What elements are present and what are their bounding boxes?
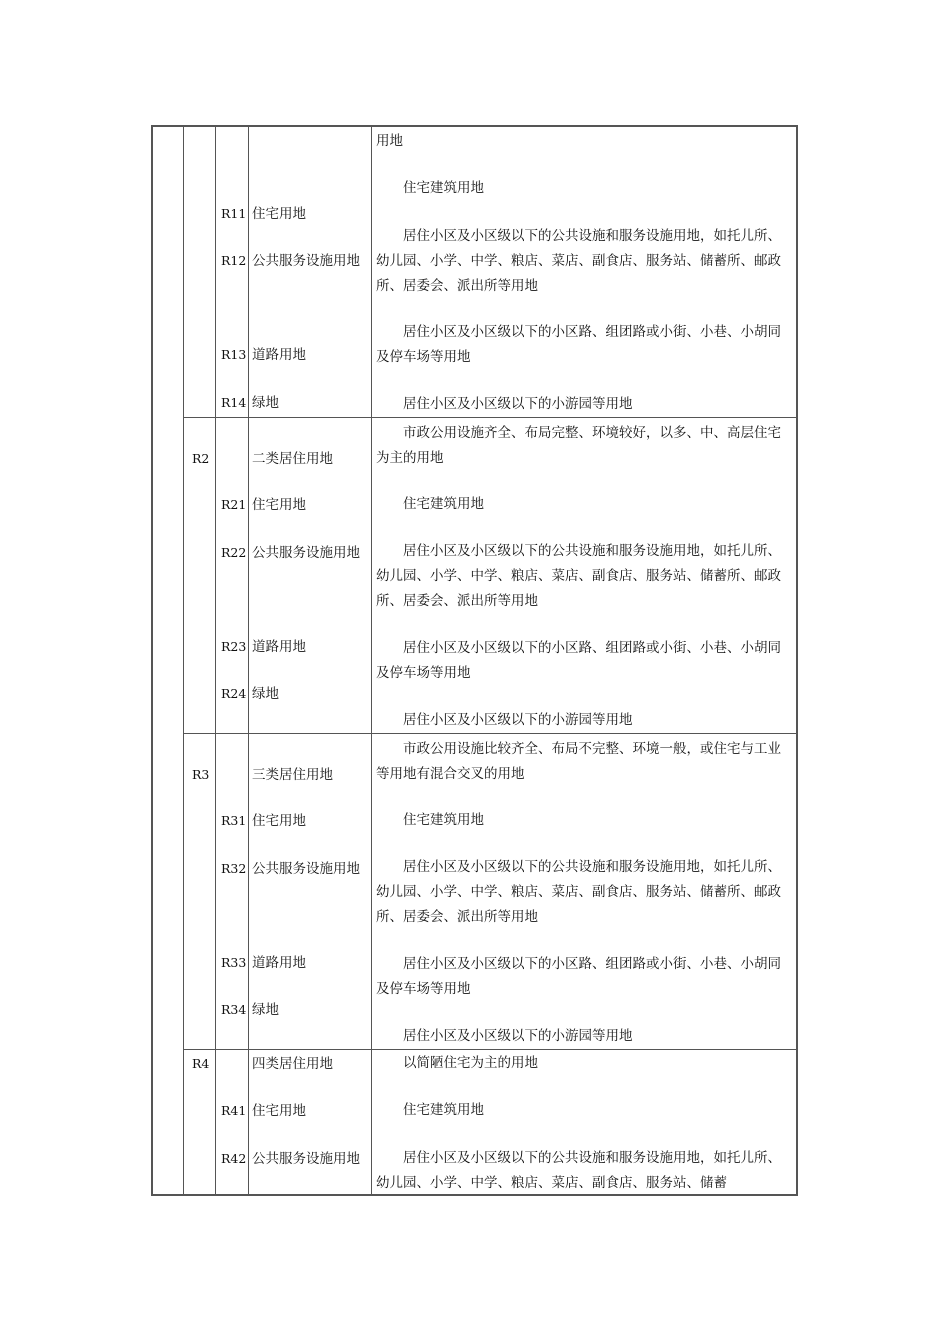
description-cell: 住宅建筑用地 [403, 496, 484, 512]
description-cell: 市政公用设施比较齐全、布局不完整、环境一般，或住宅与工业等用地有混合交叉的用地 [376, 741, 781, 782]
land-use-name: 三类居住用地 [252, 767, 333, 783]
subclass-code: R23 [221, 639, 247, 654]
land-use-name: 公共服务设施用地 [252, 861, 360, 877]
subclass-code: R12 [221, 253, 247, 268]
row-divider [183, 1049, 798, 1050]
description-cell: 用地 [376, 133, 403, 149]
subclass-code: R24 [221, 686, 247, 701]
land-use-name: 道路用地 [252, 955, 306, 971]
class-code: R2 [192, 451, 210, 466]
subclass-code: R33 [221, 955, 247, 970]
land-use-name: 住宅用地 [252, 497, 306, 513]
land-use-name: 绿地 [252, 395, 279, 411]
subclass-code: R31 [221, 813, 247, 828]
column-divider [248, 125, 249, 1196]
description-cell: 以简陋住宅为主的用地 [403, 1055, 538, 1071]
column-divider [215, 125, 216, 1196]
description-cell: 居住小区及小区级以下的公共设施和服务设施用地，如托儿所、幼儿园、小学、中学、粮店、菜店、副食店、服务站、储蓄所、邮政所、居委会、派出所等用地 [376, 543, 781, 609]
description-cell: 居住小区及小区级以下的小游园等用地 [403, 1028, 633, 1044]
row-divider [183, 733, 798, 734]
description-cell: 居住小区及小区级以下的小游园等用地 [403, 712, 633, 728]
subclass-code: R22 [221, 545, 247, 560]
column-divider [183, 125, 184, 1196]
land-use-name: 四类居住用地 [252, 1056, 333, 1072]
land-use-name: 公共服务设施用地 [252, 253, 360, 269]
subclass-code: R42 [221, 1151, 247, 1166]
land-use-name: 住宅用地 [252, 1103, 306, 1119]
description-cell: 居住小区及小区级以下的小区路、组团路或小街、小巷、小胡同及停车场等用地 [376, 324, 781, 365]
subclass-code: R13 [221, 347, 247, 362]
description-cell: 居住小区及小区级以下的小区路、组团路或小街、小巷、小胡同及停车场等用地 [376, 640, 781, 681]
description-cell: 居住小区及小区级以下的公共设施和服务设施用地，如托儿所、幼儿园、小学、中学、粮店、菜店、副食店、服务站、储蓄所、邮政所、居委会、派出所等用地 [376, 859, 781, 925]
subclass-code: R11 [221, 206, 247, 221]
description-cell: 居住小区及小区级以下的小区路、组团路或小街、小巷、小胡同及停车场等用地 [376, 956, 781, 997]
description-cell: 市政公用设施齐全、布局完整、环境较好，以多、中、高层住宅为主的用地 [376, 425, 781, 466]
subclass-code: R21 [221, 497, 247, 512]
subclass-code: R34 [221, 1002, 247, 1017]
column-divider [371, 125, 372, 1196]
class-code: R3 [192, 767, 210, 782]
land-use-name: 二类居住用地 [252, 451, 333, 467]
subclass-code: R41 [221, 1103, 247, 1118]
land-use-name: 道路用地 [252, 347, 306, 363]
land-use-name: 绿地 [252, 686, 279, 702]
land-use-name: 公共服务设施用地 [252, 1151, 360, 1167]
subclass-code: R32 [221, 861, 247, 876]
land-use-name: 道路用地 [252, 639, 306, 655]
row-divider [183, 417, 798, 418]
land-use-name: 绿地 [252, 1002, 279, 1018]
description-cell: 住宅建筑用地 [403, 812, 484, 828]
description-cell: 住宅建筑用地 [403, 180, 484, 196]
description-cell: 居住小区及小区级以下的小游园等用地 [403, 396, 633, 412]
land-use-name: 公共服务设施用地 [252, 545, 360, 561]
land-use-name: 住宅用地 [252, 206, 306, 222]
description-cell: 住宅建筑用地 [403, 1102, 484, 1118]
subclass-code: R14 [221, 395, 247, 410]
description-cell: 居住小区及小区级以下的公共设施和服务设施用地，如托儿所、幼儿园、小学、中学、粮店、菜店、副食店、服务站、储蓄 [376, 1150, 781, 1191]
description-cell: 居住小区及小区级以下的公共设施和服务设施用地，如托儿所、幼儿园、小学、中学、粮店、菜店、副食店、服务站、储蓄所、邮政所、居委会、派出所等用地 [376, 228, 781, 294]
land-use-name: 住宅用地 [252, 813, 306, 829]
class-code: R4 [192, 1056, 210, 1071]
